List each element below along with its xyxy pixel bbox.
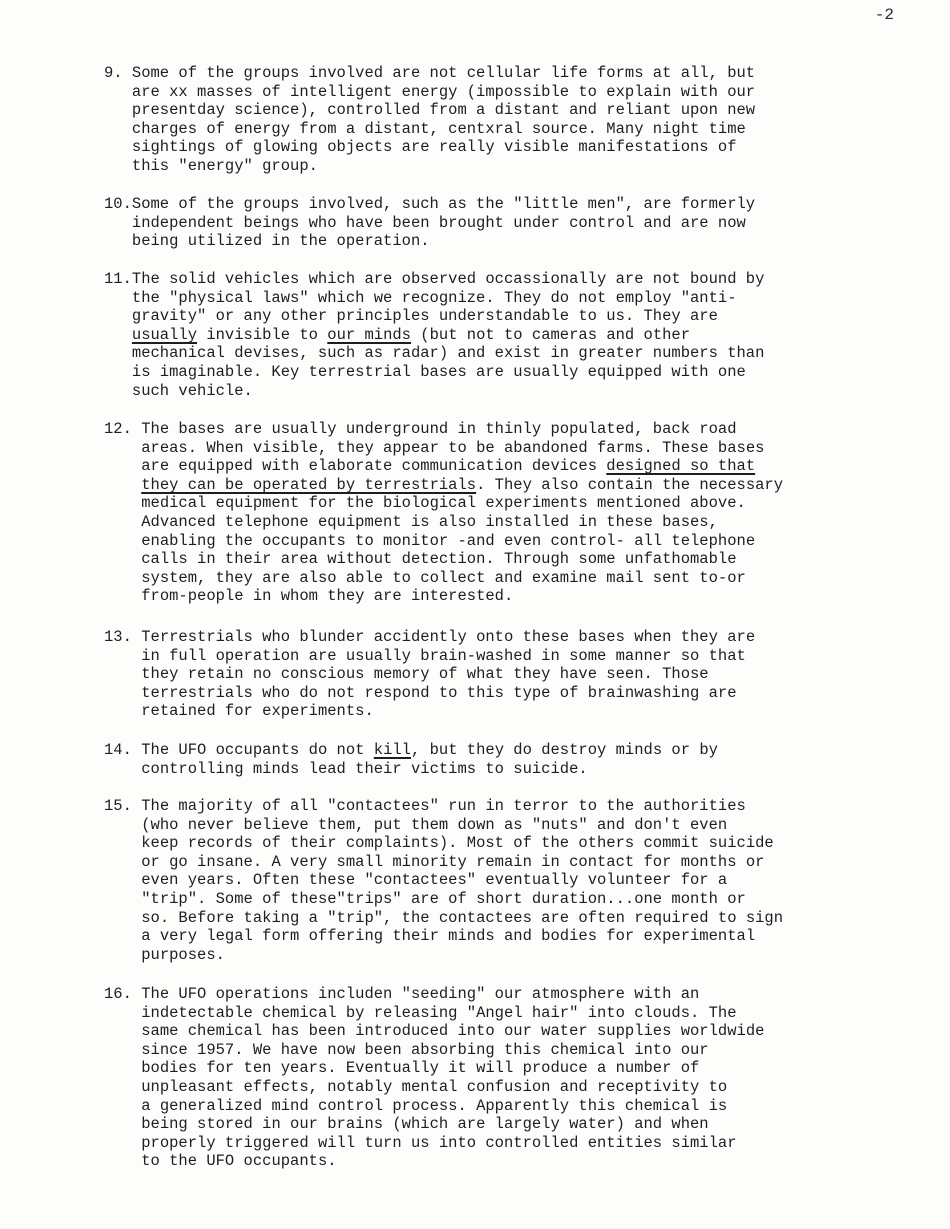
text-run: since 1957. We have now been absorbing this chemical into our [141,1040,709,1059]
numbered-item-10 [104,195,924,251]
text-line [141,439,924,458]
text-line [141,1041,924,1060]
text-line [141,1097,924,1116]
item-text [132,270,924,400]
text-run: Some of the groups involved are not cellular life forms at all, but [131,64,756,82]
text-run: independent beings who have been brought under control and are now [131,213,746,232]
text-run: sightings of glowing objects are really visible manifestations of [131,138,737,157]
text-run: properly triggered will turn us into controlled entities similar [141,1133,737,1152]
text-run: to the UFO occupants. [141,1152,337,1171]
text-run: Advanced telephone equipment is also installed in these bases, [141,512,718,531]
text-run: medical equipment for the biological experiments mentioned above. [141,494,746,513]
text-run: this "energy" group. [131,156,318,175]
text-run: even years. Often these "contactees" eventually volunteer for a [141,871,728,890]
text-run: terrestrials who do not respond to this type of brainwashing are [141,683,737,702]
text-run: Some of the groups involved, such as the "little men", are formerly [131,195,756,213]
text-line [132,232,924,251]
text-run: being utilized in the operation. [131,232,430,251]
text-line [141,1059,924,1078]
text-line [132,195,924,214]
underlined-text: our minds [327,325,411,344]
text-line [141,420,924,439]
text-run: or go insane. A very small minority remain in contact for months or [141,852,765,871]
text-line [132,270,924,289]
underlined-text: designed so that [606,457,756,476]
numbered-item-9 [104,64,924,176]
text-line [132,363,924,382]
text-run: a generalized mind control process. Apparently this chemical is [141,1096,728,1115]
text-run: unpleasant effects, notably mental confusion and receptivity to [141,1077,728,1096]
item-text [141,741,924,778]
text-line [141,513,924,532]
text-line [141,1134,924,1153]
text-run: (who never believe them, put them down as "nuts" and don't even [141,815,728,834]
text-run: from-people in whom they are interested. [141,587,514,606]
item-number: 12. [104,420,142,438]
text-run: such vehicle. [131,381,253,400]
numbered-item-14 [104,741,924,778]
text-line [141,760,924,779]
text-line [141,871,924,890]
text-run: The solid vehicles which are observed occassionally are not bound by [131,270,765,288]
text-line [141,1004,924,1023]
text-run: calls in their area without detection. Through some unfathomable [141,550,737,569]
text-line [141,494,924,513]
text-run: bodies for ten years. Eventually it will produce a number of [141,1059,700,1078]
text-line [141,702,924,721]
text-run: indetectable chemical by releasing "Angel hair" into clouds. The [141,1003,737,1022]
text-line [141,457,924,476]
text-run: same chemical has been introduced into our water supplies worldwide [141,1022,765,1041]
text-run: areas. When visible, they appear to be abandoned farms. These bases [141,438,765,457]
text-run: are xx masses of intelligent energy (impossible to explain with our [131,82,756,101]
text-line [141,1022,924,1041]
item-text [141,420,924,606]
text-line [141,909,924,928]
text-line [132,307,924,326]
text-line [141,684,924,703]
text-run: , but they do destroy minds or by [410,741,718,759]
text-run: "trip". Some of these"trips" are of short duration...one month or [141,889,746,908]
underlined-text: usually [131,325,198,344]
text-line [141,797,924,816]
item-text [132,64,924,176]
numbered-item-11 [104,270,924,400]
text-line [141,816,924,835]
text-run: are equipped with elaborate communication devices [141,457,607,476]
text-run: being stored in our brains (which are largely water) and when [141,1115,709,1134]
text-run: mechanical devises, such as radar) and exist in greater numbers than [131,344,765,363]
item-text [141,797,924,964]
text-run: gravity" or any other principles understandable to us. They are [131,307,718,326]
numbered-item-12 [104,420,924,606]
text-line [141,665,924,684]
text-run: so. Before taking a "trip", the contactees are often required to sign [141,908,784,927]
text-run: enabling the occupants to monitor -and even control- all telephone [141,531,756,550]
text-line [141,946,924,965]
text-line [132,120,924,139]
text-run: presentday science), controlled from a distant and reliant upon new [131,101,756,120]
text-run: The UFO occupants do not [141,741,374,759]
text-line [141,1078,924,1097]
text-run: in full operation are usually brain-washed in some manner so that [141,646,746,665]
item-number: 13. [104,628,142,646]
text-line [141,1115,924,1134]
text-run: system, they are also able to collect and examine mail sent to-or [141,568,746,587]
item-number: 14. [104,741,142,759]
item-number: 11. [104,270,132,288]
numbered-item-13 [104,628,924,721]
text-line [132,326,924,345]
underlined-text: they can be operated by terrestrials [141,475,477,494]
text-line [141,741,924,760]
text-line [141,569,924,588]
text-line [132,138,924,157]
text-line [141,927,924,946]
text-run: they retain no conscious memory of what they have seen. Those [141,665,709,684]
item-number: 16. [104,985,142,1003]
text-line [132,382,924,401]
text-run: keep records of their complaints). Most of the others commit suicide [141,834,774,853]
text-run: is imaginable. Key terrestrial bases are usually equipped with one [131,362,746,381]
text-line [141,890,924,909]
text-line [141,985,924,1004]
text-line [132,214,924,233]
item-text [141,628,924,721]
text-line [132,64,924,83]
page-number: -2 [874,6,894,24]
text-line [141,853,924,872]
text-run: The majority of all "contactees" run in terror to the authorities [141,797,746,815]
text-line [141,1152,924,1171]
text-line [132,83,924,102]
text-line [141,587,924,606]
text-run: charges of energy from a distant, centxral source. Many night time [131,119,746,138]
text-line [141,550,924,569]
text-run: controlling minds lead their victims to suicide. [141,759,588,778]
item-text [141,985,924,1171]
text-run: Terrestrials who blunder accidently onto these bases when they are [141,628,756,646]
item-number: 10. [104,195,132,213]
item-number: 9. [104,64,132,82]
text-run: the "physical laws" which we recognize. They do not employ "anti- [131,288,737,307]
text-line [141,834,924,853]
text-run: . They also contain the necessary [476,475,784,494]
text-line [141,532,924,551]
numbered-item-16 [104,985,924,1171]
text-line [141,476,924,495]
underlined-text: kill [373,741,411,759]
text-line [132,289,924,308]
item-text [132,195,924,251]
text-line [132,344,924,363]
text-line [141,628,924,647]
text-run: purposes. [141,945,225,964]
text-run: a very legal form offering their minds and bodies for experimental [141,927,756,946]
numbered-item-15 [104,797,924,964]
text-run: retained for experiments. [141,702,374,721]
text-run: The UFO operations includen "seeding" our atmosphere with an [141,985,700,1003]
text-line [132,157,924,176]
item-number: 15. [104,797,142,815]
text-run: invisible to [197,325,328,344]
text-run: (but not to cameras and other [410,325,691,344]
text-run: The bases are usually underground in thinly populated, back road [141,420,737,438]
text-line [132,101,924,120]
text-line [141,647,924,666]
